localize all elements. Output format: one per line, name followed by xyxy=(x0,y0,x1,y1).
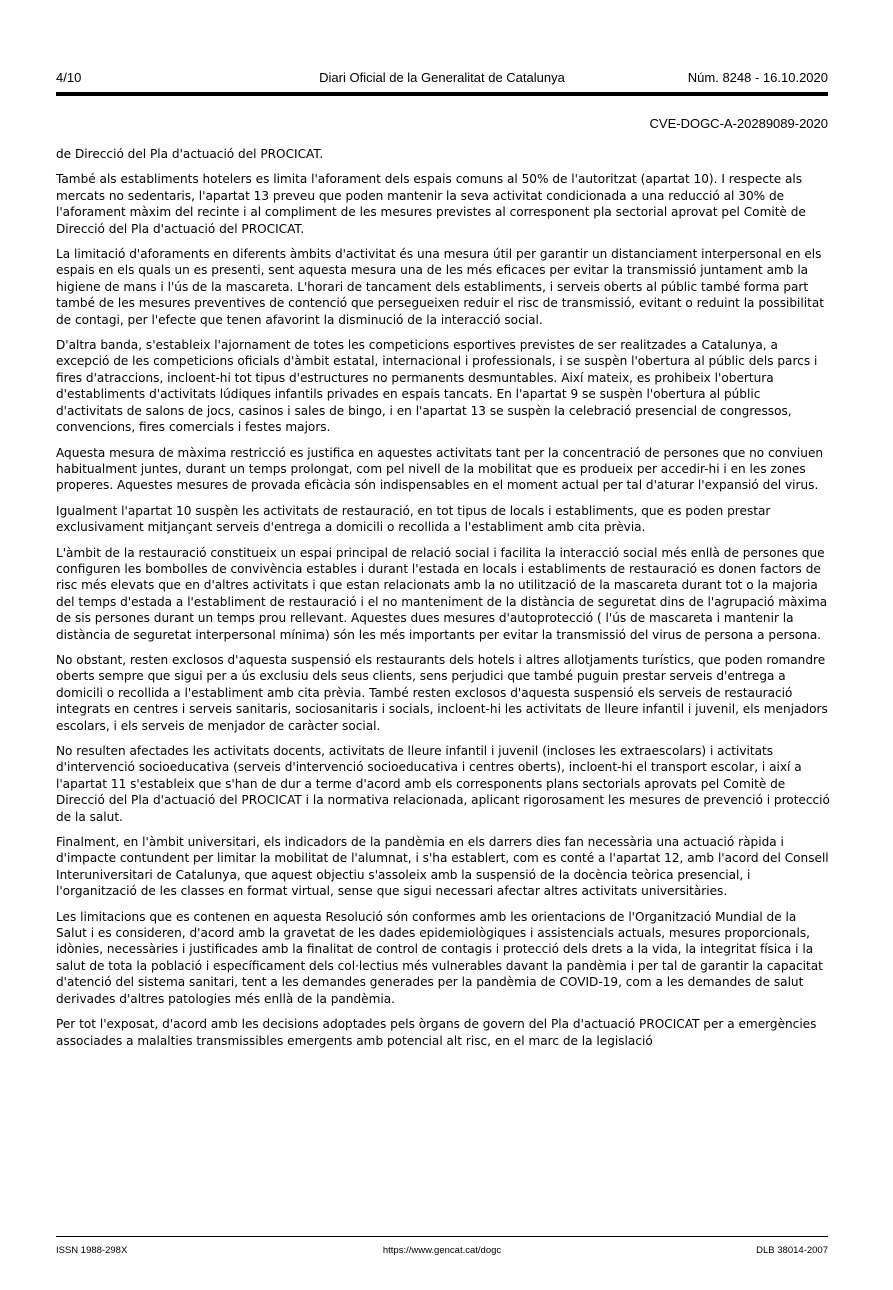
header-rule xyxy=(56,92,828,96)
page-header xyxy=(56,70,828,88)
paragraph: Per tot l'exposat, d'acord amb les decisions adoptades pels òrgans de govern del Pla d'actuació PROCICAT per a emergències associades a malalties transmissibles emergents amb potencial alt risc, en el marc de la legislació xyxy=(56,1017,817,1048)
page-number: 4/10 xyxy=(56,70,82,85)
paragraph: Les limitacions que es contenen en aquesta Resolució són conformes amb les orientacions de l'Organització Mundial de la Salut i es consideren, d'acord amb la gravetat de les dades epidemiològiques i assistencials actuals, mesures proporcionals, idònies, necessàries i justificades amb la finalitat de control de contagis i protecció dels drets a la vida, la integritat física i la salut de tota la població i específicament dels col·lectius més vulnerables davant la pandèmia i per tal de garantir la capacitat d'atenció del sistema sanitari, tent a les demandes generades per la pandèmia de COVID-19, com a les demandes de salut derivades d'altres patologies més enllà de la pandèmia. xyxy=(56,909,823,1006)
paragraph: Igualment l'apartat 10 suspèn les activitats de restauració, en tot tipus de locals i establiments, que es poden prestar exclusivament mitjançant serveis d'entrega a domicili o recollida a l'establiment amb cita prèvia. xyxy=(56,503,771,535)
paragraph: D'altra banda, s'estableix l'ajornament de totes les competicions esportives previstes de ser realitzades a Catalunya, a excepció de les competicions oficials d'àmbit estatal, internacional i professionals, i se suspèn l'obertura al públic dels parcs i fires d'atraccions, incloent-hi tot tipus d'estructures no permanents desmuntables. Així mateix, es prohibeix l'obertura d'establiments d'activitats lúdiques infantils privades en espais tancats. En l'apartat 9 se suspèn l'obertura al públic d'activitats de salons de jocs, casinos i sales de bingo, i en l'apartat 13 se suspèn la celebració presencial de congressos, convencions, fires comercials i festes majors. xyxy=(56,338,818,435)
legal-deposit: DLB 38014-2007 xyxy=(756,1245,828,1256)
cve-code: CVE-DOGC-A-20289089-2020 xyxy=(649,116,828,131)
paragraph: No obstant, resten exclosos d'aquesta suspensió els restaurants dels hotels i altres allotjaments turístics, que poden romandre oberts sempre que sigui per a ús exclusiu dels seus clients, sens perjudici que també puguin prestar serveis d'entrega a domicili o recollida a l'establiment amb cita prèvia. També resten exclosos d'aquesta suspensió els serveis de restauració integrats en centres i serveis sanitaris, sociosanitaris i socials, incloent-hi les activitats de lleure infantil i juvenil, els menjadors escolars, i els serveis de menjador de caràcter social. xyxy=(56,652,828,733)
paragraph: de Direcció del Pla d'actuació del PROCICAT. xyxy=(56,147,324,161)
issue-number: Núm. 8248 - 16.10.2020 xyxy=(687,70,828,85)
site-link[interactable]: https://www.gencat.cat/dogc xyxy=(382,1245,502,1256)
body-text xyxy=(56,146,830,1058)
paragraph: També als establiments hotelers es limita l'aforament dels espais comuns al 50% de l'autoritzat (apartat 10). I respecte als mercats no sedentaris, l'apartat 13 preveu que poden mantenir la seva activitat condicionada a una reducció al 30% de l'aforament màxim del recinte i al compliment de les mesures previstes al corresponent pla sectorial aprovat pel Comitè de Direcció del Pla d'actuació del PROCICAT. xyxy=(56,172,806,236)
page-footer xyxy=(56,1245,828,1259)
paragraph: La limitació d'aforaments en diferents àmbits d'activitat és una mesura útil per garantir un distanciament interpersonal en els espais en els quals un es presenti, sent aquesta mesura una de les més eficaces per evitar la transmissió juntament amb la higiene de mans i l'ús de la mascareta. L'horari de tancament dels establiments, i serveis oberts al públic també forma part també de les mesures preventives de contenció que persegueixen reduir el risc de transmissió, evitant o reduint la possibilitat de contagi, per l'efecte que tenen afavorint la disminució de la interacció social. xyxy=(56,247,825,327)
paragraph: L'àmbit de la restauració constitueix un espai principal de relació social i facilita la interacció social més enllà de persones que configuren les bombolles de convivència estables i durant l'estada en locals i establiments de restauració es donen factors de risc més elevats que en d'altres activitats i que estan relacionats amb la no utilització de la mascareta durant tot o la majoria del temps d'estada a l'establiment de restauració i el no manteniment de la distància de seguretat dins de l'agrupació màxima de sis persones durant un temps prou rellevant. Aquestes dues mesures d'autoprotecció ( l'ús de mascareta i mantenir la distància de seguretat interpersonal mínima) són les més importants per evitar la transmissió del virus de persona a persona. xyxy=(56,545,828,642)
paragraph: Aquesta mesura de màxima restricció es justifica en aquestes activitats tant per la concentració de persones que no conviuen habitualment juntes, durant un temps prolongat, com pel nivell de la mobilitat que es produeix per accedir-hi i en les zones properes. Aquestes mesures de provada eficàcia són indispensables en el moment actual per tal d'aturar l'expansió del virus. xyxy=(56,445,824,493)
journal-title: Diari Oficial de la Generalitat de Catalunya xyxy=(319,70,565,85)
footer-rule xyxy=(56,1236,828,1237)
paragraph: Finalment, en l'àmbit universitari, els indicadors de la pandèmia en els darrers dies fan necessària una actuació ràpida i d'impacte contundent per limitar la mobilitat de l'alumnat, i s'ha establert, com es conté a l'apartat 12, amb l'acord del Consell Interuniversitari de Catalunya, que aquest objectiu s'assoleix amb la suspensió de la docència teòrica presencial, i l'organització de les classes en format virtual, sense que sigui necessari afectar altres activitats universitàries. xyxy=(56,835,829,899)
issn: ISSN 1988-298X xyxy=(56,1245,128,1256)
paragraph: No resulten afectades les activitats docents, activitats de lleure infantil i juvenil (incloses les extraescolars) i activitats d'intervenció socioeducativa (serveis d'intervenció socioeducativa i centres oberts), incloent-hi el transport escolar, i així a l'apartat 11 s'estableix que s'han de dur a terme d'acord amb els corresponents plans sectorials aprovats pel Comitè de Direcció del Pla d'actuació del PROCICAT i la normativa relacionada, aplicant rigorosament les mesures de prevenció i protecció de la salut. xyxy=(56,744,830,824)
